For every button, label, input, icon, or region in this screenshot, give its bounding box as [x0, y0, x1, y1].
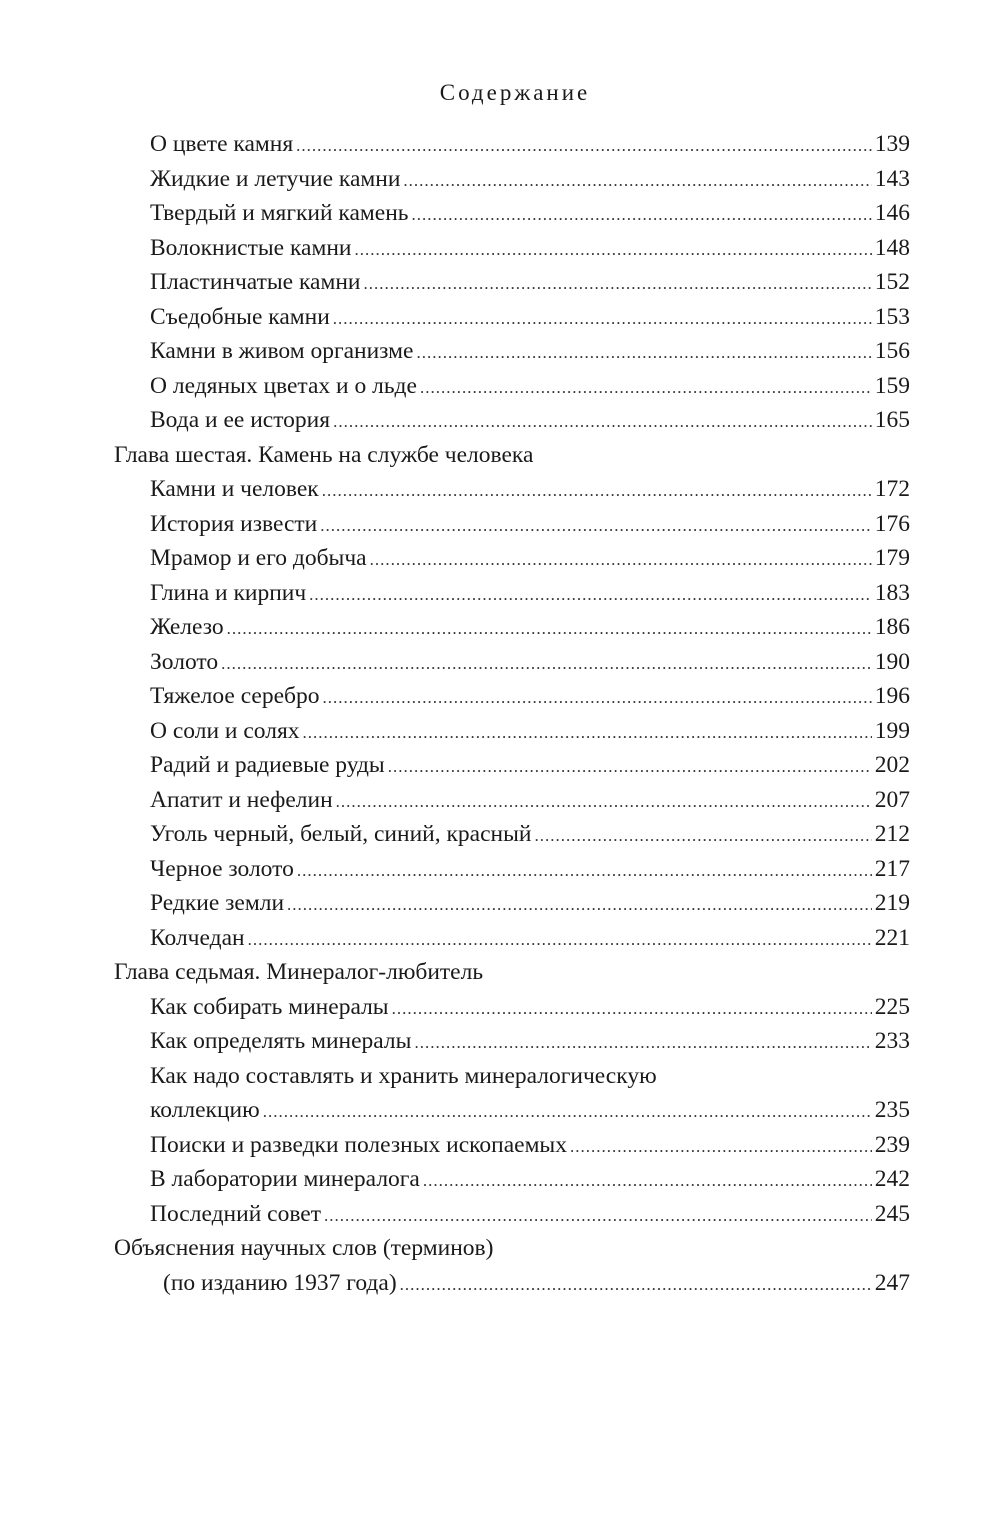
- leader-dots: [412, 198, 872, 233]
- toc-entry[interactable]: [150, 403, 910, 438]
- toc-entry-label: Апатит и нефелин: [150, 786, 333, 813]
- toc-entry-label: О ледяных цветах и о льде: [150, 372, 417, 399]
- toc-page-number: 242: [874, 1166, 910, 1192]
- toc-entry[interactable]: [150, 231, 910, 266]
- toc-entry-label: Как собирать минералы: [150, 993, 389, 1020]
- toc-entry[interactable]: [150, 990, 910, 1025]
- leader-dots: [364, 267, 872, 302]
- toc-entry[interactable]: [150, 300, 910, 335]
- toc-page-number: 190: [874, 648, 910, 675]
- toc-entry[interactable]: [150, 265, 910, 300]
- toc-page-number: 221: [874, 924, 910, 951]
- leader-dots: [333, 405, 872, 440]
- toc-page-number: 153: [874, 303, 910, 330]
- toc-entry[interactable]: [150, 507, 910, 542]
- leader-dots: [320, 509, 872, 544]
- leader-dots: [309, 578, 872, 613]
- toc-entry-label: Камни в живом организме: [150, 338, 414, 364]
- toc-page-number: 196: [874, 683, 910, 709]
- toc-page-number: 183: [874, 579, 910, 606]
- toc-entry[interactable]: [150, 162, 910, 197]
- toc-entry[interactable]: [150, 852, 910, 887]
- toc-entry-label: Волокнистые камни: [150, 234, 352, 261]
- toc-page-number: 179: [874, 545, 910, 571]
- toc-entry-label: Редкие земли: [150, 890, 285, 916]
- leader-dots: [263, 1095, 872, 1130]
- toc-entry-label: О цвете камня: [150, 131, 294, 157]
- toc-page-number: 159: [874, 372, 910, 399]
- toc-entry[interactable]: [150, 1128, 910, 1163]
- toc-entry-label: (по изданию 1937 года): [163, 1269, 397, 1296]
- leader-dots: [534, 819, 871, 854]
- page-title: Содержание: [439, 80, 591, 105]
- leader-dots: [416, 336, 871, 371]
- toc-entry[interactable]: [150, 472, 910, 507]
- toc-entry[interactable]: [150, 645, 910, 680]
- toc-page-number: 146: [874, 200, 910, 226]
- toc-page-number: 207: [874, 786, 910, 813]
- leader-dots: [227, 612, 872, 647]
- toc-page-number: 219: [874, 890, 910, 916]
- toc-page-number: 235: [874, 1097, 910, 1123]
- toc-page-number: 148: [874, 234, 910, 261]
- toc-page-number: 172: [874, 476, 910, 502]
- toc-entry-label: коллекцию: [150, 1097, 260, 1123]
- leader-dots: [322, 474, 872, 509]
- toc-page-number: 212: [874, 821, 910, 847]
- leader-dots: [322, 681, 871, 716]
- leader-dots: [392, 992, 872, 1027]
- toc-entry[interactable]: [150, 783, 910, 818]
- toc-entry-label: Вода и ее история: [150, 407, 331, 433]
- toc-entry-label: О соли и солях: [150, 717, 300, 744]
- toc-entry-label: Камни и человек: [150, 476, 319, 502]
- toc-page-number: 202: [874, 752, 910, 778]
- toc-entry-label: Золото: [150, 648, 219, 675]
- leader-dots: [570, 1130, 872, 1165]
- toc-page-number: 233: [874, 1028, 910, 1054]
- leader-dots: [296, 129, 872, 164]
- toc-entry-label: Радий и радиевые руды: [150, 752, 385, 778]
- toc-entry[interactable]: [150, 1162, 910, 1197]
- leader-dots: [423, 1164, 872, 1199]
- toc-entry[interactable]: [150, 127, 910, 162]
- toc-entry-label: Пластинчатые камни: [150, 269, 361, 295]
- leader-dots: [336, 785, 872, 820]
- toc-entry-label: История извести: [150, 510, 318, 537]
- leader-dots: [400, 1268, 872, 1303]
- toc-page-number: 199: [874, 717, 910, 744]
- toc-entry[interactable]: [163, 1266, 910, 1301]
- toc-entry[interactable]: [150, 817, 910, 852]
- toc-page-number: 245: [874, 1200, 910, 1227]
- leader-dots: [354, 233, 871, 268]
- leader-dots: [403, 164, 871, 199]
- leader-dots: [248, 923, 872, 958]
- toc-page-number: 239: [874, 1131, 910, 1158]
- toc-page-number: 217: [874, 855, 910, 882]
- toc-entry[interactable]: [150, 541, 910, 576]
- toc-entry-label: Как определять минералы: [150, 1028, 412, 1054]
- leader-dots: [221, 647, 872, 682]
- toc-entry-label: В лаборатории минералога: [150, 1166, 420, 1192]
- toc-page-number: 152: [874, 269, 910, 295]
- toc-entry-label: Глина и кирпич: [150, 579, 307, 606]
- leader-dots: [370, 543, 872, 578]
- toc-entry-label: Съедобные камни: [150, 303, 330, 330]
- toc-entry[interactable]: [150, 576, 910, 611]
- toc-entry[interactable]: [150, 886, 910, 921]
- toc-entry[interactable]: [150, 1093, 910, 1128]
- toc-entry-label: Железо: [150, 614, 224, 640]
- toc-page-number: 165: [874, 407, 910, 433]
- table-of-contents: [0, 127, 1000, 1300]
- leader-dots: [287, 888, 872, 923]
- toc-entry-label: Колчедан: [150, 924, 245, 951]
- toc-entry[interactable]: [150, 610, 910, 645]
- toc-page-number: 156: [874, 338, 910, 364]
- toc-entry-label: Черное золото: [150, 855, 294, 882]
- leader-dots: [388, 750, 872, 785]
- toc-page-number: 139: [874, 131, 910, 157]
- toc-page-number: 186: [874, 614, 910, 640]
- chapter-heading[interactable]: Глава шестая. Камень на службе человека: [114, 441, 534, 468]
- toc-page-number: 247: [874, 1269, 910, 1296]
- toc-entry[interactable]: [150, 921, 910, 956]
- leader-dots: [297, 854, 872, 889]
- toc-entry-label: Мрамор и его добыча: [150, 545, 367, 571]
- leader-dots: [333, 302, 872, 337]
- toc-entry-label: Уголь черный, белый, синий, красный: [150, 821, 532, 847]
- toc-entry-label: Твердый и мягкий камень: [150, 200, 409, 226]
- toc-entry-label: Поиски и разведки полезных ископаемых: [150, 1131, 567, 1158]
- toc-entry-label: Жидкие и летучие камни: [150, 165, 401, 192]
- toc-page-number: 225: [874, 993, 910, 1020]
- toc-entry[interactable]: [150, 1024, 910, 1059]
- leader-dots: [324, 1199, 872, 1234]
- toc-page-number: 176: [874, 510, 910, 537]
- toc-entry[interactable]: [150, 196, 910, 231]
- leader-dots: [303, 716, 872, 751]
- leader-dots: [414, 1026, 871, 1061]
- toc-entry[interactable]: [150, 1197, 910, 1232]
- toc-page-number: 143: [874, 165, 910, 192]
- toc-entry-first-line[interactable]: Как надо составлять и хранить минералогическую: [150, 1062, 657, 1089]
- glossary-heading[interactable]: Объяснения научных слов (терминов): [114, 1235, 494, 1261]
- toc-entry[interactable]: [150, 714, 910, 749]
- leader-dots: [420, 371, 872, 406]
- toc-entry-label: Тяжелое серебро: [150, 683, 320, 709]
- chapter-heading[interactable]: Глава седьмая. Минералог-любитель: [114, 959, 484, 985]
- toc-entry[interactable]: [150, 679, 910, 714]
- toc-entry[interactable]: [150, 334, 910, 369]
- toc-entry-label: Последний совет: [150, 1200, 321, 1227]
- toc-entry[interactable]: [150, 369, 910, 404]
- toc-entry[interactable]: [150, 748, 910, 783]
